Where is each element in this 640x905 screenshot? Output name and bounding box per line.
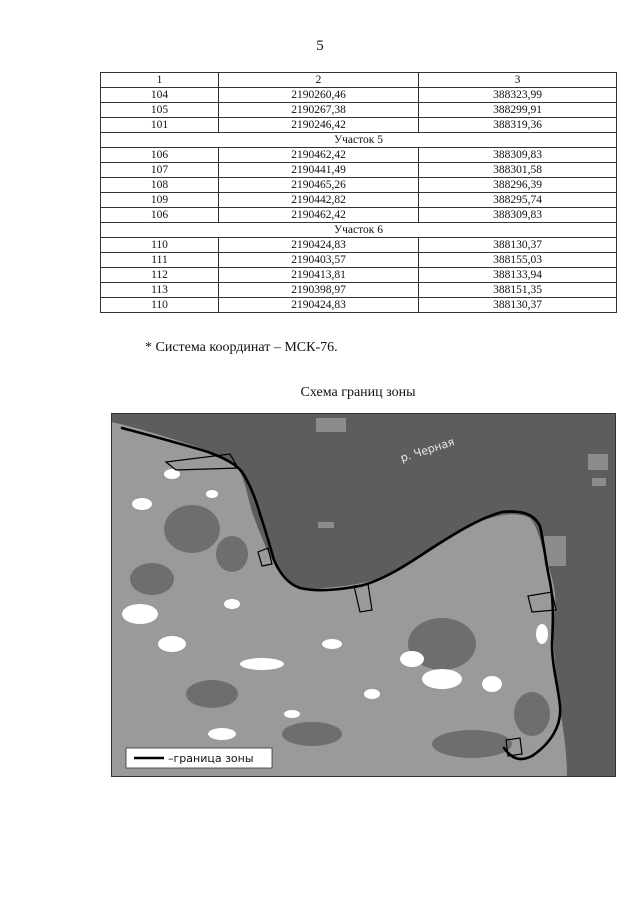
table-row: [101, 193, 617, 208]
table-row: [101, 208, 617, 223]
coord-y: 388309,83: [419, 148, 617, 163]
coord-y: 388301,58: [419, 163, 617, 178]
coordinates-table: [100, 72, 617, 313]
point-number: 111: [101, 253, 219, 268]
point-number: 110: [101, 238, 219, 253]
section-row: [101, 223, 617, 238]
coord-y: 388296,39: [419, 178, 617, 193]
point-number: 105: [101, 103, 219, 118]
map-title: Схема границ зоны: [300, 385, 416, 400]
point-number: 110: [101, 298, 219, 313]
coord-x: 2190424,83: [219, 298, 419, 313]
page-number: 5: [316, 38, 324, 54]
point-number: 108: [101, 178, 219, 193]
section-row: [101, 133, 617, 148]
point-number: 107: [101, 163, 219, 178]
coord-x: 2190424,83: [219, 238, 419, 253]
table-row: [101, 178, 617, 193]
coord-x: 2190462,42: [219, 148, 419, 163]
table-row: [101, 163, 617, 178]
table-row: [101, 88, 617, 103]
point-number: 106: [101, 208, 219, 223]
coord-x: 2190267,38: [219, 103, 419, 118]
coord-x: 2190442,82: [219, 193, 419, 208]
footnote: * Система координат – МСК-76.: [145, 340, 338, 355]
coord-x: 2190441,49: [219, 163, 419, 178]
coord-y: 388155,03: [419, 253, 617, 268]
coord-x: 2190398,97: [219, 283, 419, 298]
coord-y: 388299,91: [419, 103, 617, 118]
coord-x: 2190260,46: [219, 88, 419, 103]
map-legend: [126, 748, 272, 768]
legend-label: –граница зоны: [168, 752, 254, 765]
table-row: [101, 103, 617, 118]
column-header: 2: [219, 73, 419, 88]
coord-x: 2190465,26: [219, 178, 419, 193]
table-header-row: [101, 73, 617, 88]
table-row: [101, 238, 617, 253]
coord-x: 2190246,42: [219, 118, 419, 133]
coord-y: 388309,83: [419, 208, 617, 223]
column-header: 3: [419, 73, 617, 88]
table-row: [101, 253, 617, 268]
river-label: р. Черная: [398, 435, 457, 465]
column-header: 1: [101, 73, 219, 88]
coord-y: 388295,74: [419, 193, 617, 208]
coord-y: 388151,35: [419, 283, 617, 298]
coord-x: 2190413,81: [219, 268, 419, 283]
zone-boundary-map: [111, 413, 616, 777]
table-row: [101, 148, 617, 163]
coord-y: 388319,36: [419, 118, 617, 133]
table-row: [101, 268, 617, 283]
section-title: Участок 6: [101, 223, 617, 238]
table-row: [101, 283, 617, 298]
point-number: 101: [101, 118, 219, 133]
point-number: 104: [101, 88, 219, 103]
coord-x: 2190403,57: [219, 253, 419, 268]
coord-y: 388323,99: [419, 88, 617, 103]
point-number: 109: [101, 193, 219, 208]
table-row: [101, 118, 617, 133]
coord-y: 388130,37: [419, 238, 617, 253]
point-number: 112: [101, 268, 219, 283]
coord-y: 388130,37: [419, 298, 617, 313]
coord-x: 2190462,42: [219, 208, 419, 223]
section-title: Участок 5: [101, 133, 617, 148]
point-number: 106: [101, 148, 219, 163]
coord-y: 388133,94: [419, 268, 617, 283]
map-svg: [112, 414, 615, 776]
table-row: [101, 298, 617, 313]
point-number: 113: [101, 283, 219, 298]
